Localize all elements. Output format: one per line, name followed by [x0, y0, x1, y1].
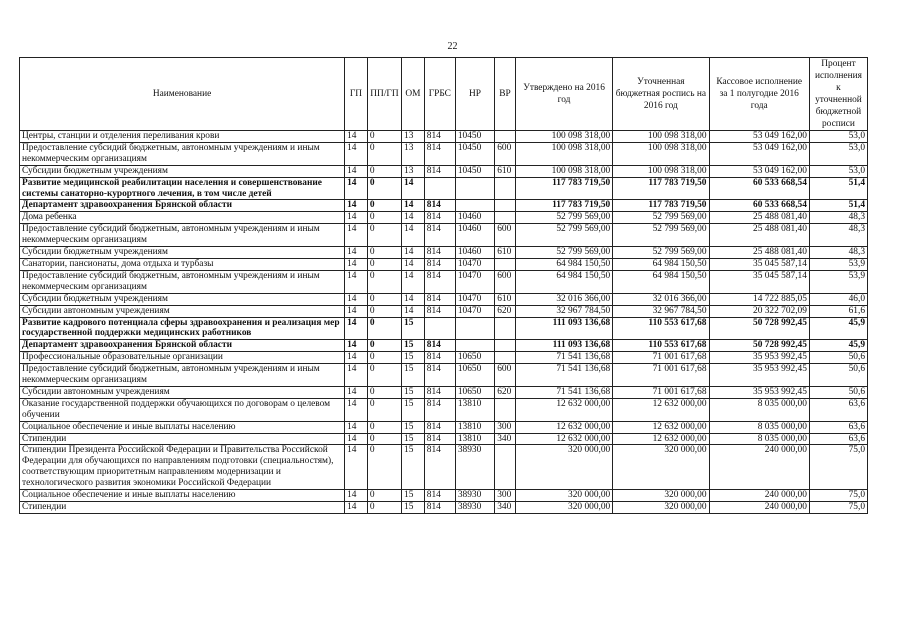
cell-approved: 117 783 719,50	[515, 200, 612, 212]
cell-grbs: 814	[424, 212, 455, 224]
cell-cash: 8 035 000,00	[709, 433, 809, 445]
table-row	[20, 224, 868, 247]
cell-grbs: 814	[424, 165, 455, 177]
header-nr: НР	[455, 58, 494, 131]
cell-percent: 48,3	[809, 247, 867, 259]
header-approved: Утверждено на 2016 год	[515, 58, 612, 131]
cell-cash: 50 728 992,45	[709, 340, 809, 352]
cell-ppgp: 0	[367, 502, 401, 514]
cell-nr: 38930	[455, 445, 494, 490]
cell-om: 14	[402, 177, 425, 200]
table-row	[20, 165, 868, 177]
cell-vr: 600	[495, 270, 516, 293]
table-row	[20, 200, 868, 212]
cell-approved: 64 984 150,50	[515, 270, 612, 293]
cell-cash: 53 049 162,00	[709, 142, 809, 165]
cell-percent: 63,6	[809, 421, 867, 433]
cell-grbs: 814	[424, 270, 455, 293]
cell-om: 13	[402, 165, 425, 177]
cell-refined: 100 098 318,00	[613, 142, 709, 165]
cell-om: 14	[402, 270, 425, 293]
cell-refined: 320 000,00	[613, 502, 709, 514]
cell-percent: 63,6	[809, 433, 867, 445]
cell-refined: 110 553 617,68	[613, 340, 709, 352]
cell-gp: 14	[345, 490, 368, 502]
cell-grbs: 814	[424, 340, 455, 352]
cell-percent: 48,3	[809, 212, 867, 224]
table-row	[20, 421, 868, 433]
cell-cash: 50 728 992,45	[709, 317, 809, 340]
cell-approved: 32 967 784,50	[515, 305, 612, 317]
cell-gp: 14	[345, 270, 368, 293]
cell-nr: 10450	[455, 131, 494, 143]
cell-name: Профессиональные образовательные организации	[20, 352, 345, 364]
cell-vr: 600	[495, 224, 516, 247]
table-row	[20, 490, 868, 502]
header-ppgp: ПП/ГП	[367, 58, 401, 131]
cell-ppgp: 0	[367, 212, 401, 224]
cell-cash: 60 533 668,54	[709, 200, 809, 212]
table-row	[20, 258, 868, 270]
cell-name: Дома ребенка	[20, 212, 345, 224]
cell-vr: 610	[495, 247, 516, 259]
header-percent: Процент исполнения к уточненной бюджетной росписи	[809, 58, 867, 131]
cell-percent: 45,9	[809, 317, 867, 340]
cell-vr	[495, 340, 516, 352]
cell-nr: 10650	[455, 364, 494, 387]
cell-refined: 52 799 569,00	[613, 247, 709, 259]
table-row	[20, 131, 868, 143]
cell-nr: 10460	[455, 224, 494, 247]
cell-name: Социальное обеспечение и иные выплаты населению	[20, 421, 345, 433]
page-number: 22	[447, 41, 458, 52]
cell-refined: 12 632 000,00	[613, 398, 709, 421]
cell-vr	[495, 398, 516, 421]
cell-om: 14	[402, 305, 425, 317]
cell-ppgp: 0	[367, 224, 401, 247]
budget-table	[19, 57, 868, 514]
cell-percent: 51,4	[809, 177, 867, 200]
cell-name: Субсидии бюджетным учреждениям	[20, 165, 345, 177]
cell-refined: 117 783 719,50	[613, 200, 709, 212]
header-vr: ВР	[495, 58, 516, 131]
cell-gp: 14	[345, 433, 368, 445]
cell-approved: 320 000,00	[515, 445, 612, 490]
cell-name: Предоставление субсидий бюджетным, автономным учреждениям и иным некоммерческим организациям	[20, 142, 345, 165]
header-om: ОМ	[402, 58, 425, 131]
cell-cash: 14 722 885,05	[709, 293, 809, 305]
cell-om: 15	[402, 352, 425, 364]
cell-cash: 240 000,00	[709, 502, 809, 514]
cell-nr: 10450	[455, 165, 494, 177]
cell-refined: 71 001 617,68	[613, 386, 709, 398]
cell-nr: 10470	[455, 293, 494, 305]
cell-refined: 12 632 000,00	[613, 433, 709, 445]
cell-refined: 52 799 569,00	[613, 212, 709, 224]
cell-ppgp: 0	[367, 293, 401, 305]
table-row	[20, 386, 868, 398]
cell-gp: 14	[345, 224, 368, 247]
cell-percent: 61,6	[809, 305, 867, 317]
cell-percent: 48,3	[809, 224, 867, 247]
cell-name: Субсидии автономным учреждениям	[20, 305, 345, 317]
cell-percent: 75,0	[809, 502, 867, 514]
cell-ppgp: 0	[367, 247, 401, 259]
cell-approved: 320 000,00	[515, 490, 612, 502]
cell-om: 15	[402, 433, 425, 445]
cell-name: Оказание государственной поддержки обучающихся по договорам о целевом обучении	[20, 398, 345, 421]
cell-vr	[495, 445, 516, 490]
cell-percent: 51,4	[809, 200, 867, 212]
cell-vr	[495, 352, 516, 364]
table-row	[20, 305, 868, 317]
cell-cash: 20 322 702,09	[709, 305, 809, 317]
cell-vr: 610	[495, 293, 516, 305]
cell-percent: 63,6	[809, 398, 867, 421]
cell-refined: 71 001 617,68	[613, 352, 709, 364]
cell-grbs: 814	[424, 258, 455, 270]
cell-name: Предоставление субсидий бюджетным, автономным учреждениям и иным некоммерческим организациям	[20, 270, 345, 293]
cell-percent: 53,9	[809, 258, 867, 270]
cell-om: 15	[402, 386, 425, 398]
cell-nr	[455, 317, 494, 340]
cell-vr	[495, 212, 516, 224]
cell-cash: 35 953 992,45	[709, 386, 809, 398]
cell-approved: 71 541 136,68	[515, 352, 612, 364]
cell-ppgp: 0	[367, 398, 401, 421]
cell-vr	[495, 177, 516, 200]
cell-grbs: 814	[424, 200, 455, 212]
cell-approved: 64 984 150,50	[515, 258, 612, 270]
cell-nr: 10460	[455, 212, 494, 224]
cell-grbs: 814	[424, 142, 455, 165]
cell-refined: 64 984 150,50	[613, 258, 709, 270]
cell-name: Субсидии автономным учреждениям	[20, 386, 345, 398]
cell-name: Стипендии	[20, 502, 345, 514]
cell-gp: 14	[345, 165, 368, 177]
cell-grbs: 814	[424, 445, 455, 490]
cell-ppgp: 0	[367, 340, 401, 352]
cell-vr: 620	[495, 386, 516, 398]
table-body	[20, 131, 868, 514]
cell-om: 15	[402, 364, 425, 387]
header-gp: ГП	[345, 58, 368, 131]
cell-approved: 117 783 719,50	[515, 177, 612, 200]
cell-refined: 71 001 617,68	[613, 364, 709, 387]
cell-grbs: 814	[424, 352, 455, 364]
cell-ppgp: 0	[367, 317, 401, 340]
cell-name: Предоставление субсидий бюджетным, автономным учреждениям и иным некоммерческим организациям	[20, 364, 345, 387]
cell-om: 13	[402, 131, 425, 143]
cell-gp: 14	[345, 364, 368, 387]
table-row	[20, 317, 868, 340]
cell-approved: 100 098 318,00	[515, 142, 612, 165]
cell-grbs: 814	[424, 293, 455, 305]
cell-grbs	[424, 177, 455, 200]
cell-approved: 52 799 569,00	[515, 224, 612, 247]
cell-grbs: 814	[424, 386, 455, 398]
cell-grbs: 814	[424, 247, 455, 259]
cell-cash: 25 488 081,40	[709, 224, 809, 247]
cell-ppgp: 0	[367, 364, 401, 387]
cell-om: 13	[402, 142, 425, 165]
cell-name: Департамент здравоохранения Брянской области	[20, 200, 345, 212]
cell-cash: 60 533 668,54	[709, 177, 809, 200]
cell-om: 14	[402, 258, 425, 270]
cell-refined: 100 098 318,00	[613, 165, 709, 177]
cell-ppgp: 0	[367, 421, 401, 433]
cell-name: Субсидии бюджетным учреждениям	[20, 247, 345, 259]
cell-name: Стипендии Президента Российской Федерации и Правительства Российской Федерации для обучающихся по направлениям подготовки (специальностям), соответствующим приоритетным направлениям модернизации и технологического развития экономики Российской Федерации	[20, 445, 345, 490]
cell-nr	[455, 340, 494, 352]
header-refined: Уточненная бюджетная роспись на 2016 год	[613, 58, 709, 131]
cell-ppgp: 0	[367, 165, 401, 177]
cell-approved: 71 541 136,68	[515, 386, 612, 398]
cell-percent: 50,6	[809, 352, 867, 364]
cell-percent: 53,9	[809, 270, 867, 293]
cell-vr: 340	[495, 433, 516, 445]
cell-grbs: 814	[424, 131, 455, 143]
cell-ppgp: 0	[367, 270, 401, 293]
cell-om: 15	[402, 502, 425, 514]
header-grbs: ГРБС	[424, 58, 455, 131]
cell-nr: 10450	[455, 142, 494, 165]
cell-percent: 45,9	[809, 340, 867, 352]
cell-grbs: 814	[424, 398, 455, 421]
cell-name: Санатории, пансионаты, дома отдыха и турбазы	[20, 258, 345, 270]
cell-ppgp: 0	[367, 445, 401, 490]
cell-nr	[455, 177, 494, 200]
cell-refined: 52 799 569,00	[613, 224, 709, 247]
cell-refined: 320 000,00	[613, 490, 709, 502]
cell-nr: 10470	[455, 305, 494, 317]
cell-grbs: 814	[424, 305, 455, 317]
cell-nr: 38930	[455, 490, 494, 502]
cell-percent: 53,0	[809, 142, 867, 165]
cell-cash: 35 045 587,14	[709, 270, 809, 293]
table-row	[20, 142, 868, 165]
cell-gp: 14	[345, 131, 368, 143]
cell-vr	[495, 131, 516, 143]
cell-nr: 13810	[455, 421, 494, 433]
cell-approved: 12 632 000,00	[515, 398, 612, 421]
cell-approved: 52 799 569,00	[515, 212, 612, 224]
cell-nr	[455, 200, 494, 212]
cell-vr: 340	[495, 502, 516, 514]
cell-name: Субсидии бюджетным учреждениям	[20, 293, 345, 305]
cell-nr: 10470	[455, 270, 494, 293]
cell-percent: 75,0	[809, 445, 867, 490]
cell-nr: 10650	[455, 352, 494, 364]
cell-refined: 117 783 719,50	[613, 177, 709, 200]
cell-gp: 14	[345, 305, 368, 317]
cell-gp: 14	[345, 502, 368, 514]
cell-ppgp: 0	[367, 258, 401, 270]
cell-nr: 13810	[455, 398, 494, 421]
cell-gp: 14	[345, 421, 368, 433]
cell-approved: 12 632 000,00	[515, 421, 612, 433]
cell-ppgp: 0	[367, 177, 401, 200]
cell-gp: 14	[345, 340, 368, 352]
cell-name: Стипендии	[20, 433, 345, 445]
cell-vr	[495, 258, 516, 270]
cell-approved: 32 016 366,00	[515, 293, 612, 305]
header-cash: Кассовое исполнение за 1 полугодие 2016 года	[709, 58, 809, 131]
cell-om: 14	[402, 247, 425, 259]
cell-vr	[495, 200, 516, 212]
cell-grbs: 814	[424, 502, 455, 514]
cell-refined: 12 632 000,00	[613, 421, 709, 433]
table-row	[20, 270, 868, 293]
cell-om: 15	[402, 340, 425, 352]
cell-om: 15	[402, 421, 425, 433]
table-row	[20, 502, 868, 514]
cell-vr: 300	[495, 490, 516, 502]
cell-grbs: 814	[424, 490, 455, 502]
cell-gp: 14	[345, 142, 368, 165]
cell-nr: 13810	[455, 433, 494, 445]
table-row	[20, 352, 868, 364]
cell-cash: 8 035 000,00	[709, 421, 809, 433]
cell-gp: 14	[345, 200, 368, 212]
cell-ppgp: 0	[367, 131, 401, 143]
cell-approved: 111 093 136,68	[515, 317, 612, 340]
cell-nr: 38930	[455, 502, 494, 514]
cell-vr: 600	[495, 364, 516, 387]
cell-percent: 46,0	[809, 293, 867, 305]
cell-om: 14	[402, 200, 425, 212]
cell-gp: 14	[345, 177, 368, 200]
cell-refined: 110 553 617,68	[613, 317, 709, 340]
cell-percent: 75,0	[809, 490, 867, 502]
cell-refined: 320 000,00	[613, 445, 709, 490]
cell-nr: 10460	[455, 247, 494, 259]
cell-om: 15	[402, 398, 425, 421]
cell-gp: 14	[345, 398, 368, 421]
cell-cash: 25 488 081,40	[709, 247, 809, 259]
cell-om: 15	[402, 317, 425, 340]
cell-refined: 100 098 318,00	[613, 131, 709, 143]
cell-approved: 100 098 318,00	[515, 165, 612, 177]
cell-approved: 71 541 136,68	[515, 364, 612, 387]
cell-gp: 14	[345, 293, 368, 305]
table-row	[20, 445, 868, 490]
cell-cash: 35 045 587,14	[709, 258, 809, 270]
cell-percent: 53,0	[809, 165, 867, 177]
cell-approved: 100 098 318,00	[515, 131, 612, 143]
cell-gp: 14	[345, 317, 368, 340]
cell-cash: 53 049 162,00	[709, 165, 809, 177]
cell-approved: 111 093 136,68	[515, 340, 612, 352]
cell-grbs: 814	[424, 433, 455, 445]
table-row	[20, 293, 868, 305]
cell-name: Социальное обеспечение и иные выплаты населению	[20, 490, 345, 502]
cell-cash: 35 953 992,45	[709, 364, 809, 387]
cell-refined: 64 984 150,50	[613, 270, 709, 293]
cell-gp: 14	[345, 445, 368, 490]
cell-refined: 32 016 366,00	[613, 293, 709, 305]
cell-name: Центры, станции и отделения переливания крови	[20, 131, 345, 143]
cell-refined: 32 967 784,50	[613, 305, 709, 317]
header-name: Наименование	[20, 58, 345, 131]
cell-om: 14	[402, 224, 425, 247]
cell-vr: 600	[495, 142, 516, 165]
cell-gp: 14	[345, 352, 368, 364]
cell-om: 15	[402, 490, 425, 502]
table-row	[20, 433, 868, 445]
cell-vr: 300	[495, 421, 516, 433]
cell-cash: 25 488 081,40	[709, 212, 809, 224]
cell-percent: 50,6	[809, 364, 867, 387]
cell-cash: 35 953 992,45	[709, 352, 809, 364]
cell-grbs: 814	[424, 224, 455, 247]
table-row	[20, 364, 868, 387]
cell-approved: 52 799 569,00	[515, 247, 612, 259]
cell-ppgp: 0	[367, 352, 401, 364]
cell-nr: 10650	[455, 386, 494, 398]
cell-approved: 12 632 000,00	[515, 433, 612, 445]
cell-om: 15	[402, 445, 425, 490]
cell-ppgp: 0	[367, 433, 401, 445]
cell-om: 14	[402, 212, 425, 224]
cell-percent: 53,0	[809, 131, 867, 143]
cell-percent: 50,6	[809, 386, 867, 398]
cell-name: Развитие кадрового потенциала сферы здравоохранения и реализация мер государственной поддержки медицинских работников	[20, 317, 345, 340]
cell-cash: 53 049 162,00	[709, 131, 809, 143]
cell-ppgp: 0	[367, 490, 401, 502]
cell-om: 14	[402, 293, 425, 305]
cell-vr: 610	[495, 165, 516, 177]
cell-cash: 8 035 000,00	[709, 398, 809, 421]
table-row	[20, 177, 868, 200]
cell-gp: 14	[345, 247, 368, 259]
table-row	[20, 398, 868, 421]
cell-cash: 240 000,00	[709, 445, 809, 490]
cell-ppgp: 0	[367, 142, 401, 165]
cell-grbs	[424, 317, 455, 340]
table-row	[20, 340, 868, 352]
table-row	[20, 247, 868, 259]
table-row	[20, 212, 868, 224]
cell-name: Предоставление субсидий бюджетным, автономным учреждениям и иным некоммерческим организациям	[20, 224, 345, 247]
cell-vr	[495, 317, 516, 340]
cell-grbs: 814	[424, 364, 455, 387]
cell-vr: 620	[495, 305, 516, 317]
cell-nr: 10470	[455, 258, 494, 270]
cell-name: Департамент здравоохранения Брянской области	[20, 340, 345, 352]
cell-grbs: 814	[424, 421, 455, 433]
cell-gp: 14	[345, 258, 368, 270]
cell-gp: 14	[345, 386, 368, 398]
cell-approved: 320 000,00	[515, 502, 612, 514]
cell-cash: 240 000,00	[709, 490, 809, 502]
cell-ppgp: 0	[367, 305, 401, 317]
cell-name: Развитие медицинской реабилитации населения и совершенствование системы санаторно-курортного лечения, в том числе детей	[20, 177, 345, 200]
cell-ppgp: 0	[367, 386, 401, 398]
table-header-row	[20, 58, 868, 131]
cell-gp: 14	[345, 212, 368, 224]
cell-ppgp: 0	[367, 200, 401, 212]
